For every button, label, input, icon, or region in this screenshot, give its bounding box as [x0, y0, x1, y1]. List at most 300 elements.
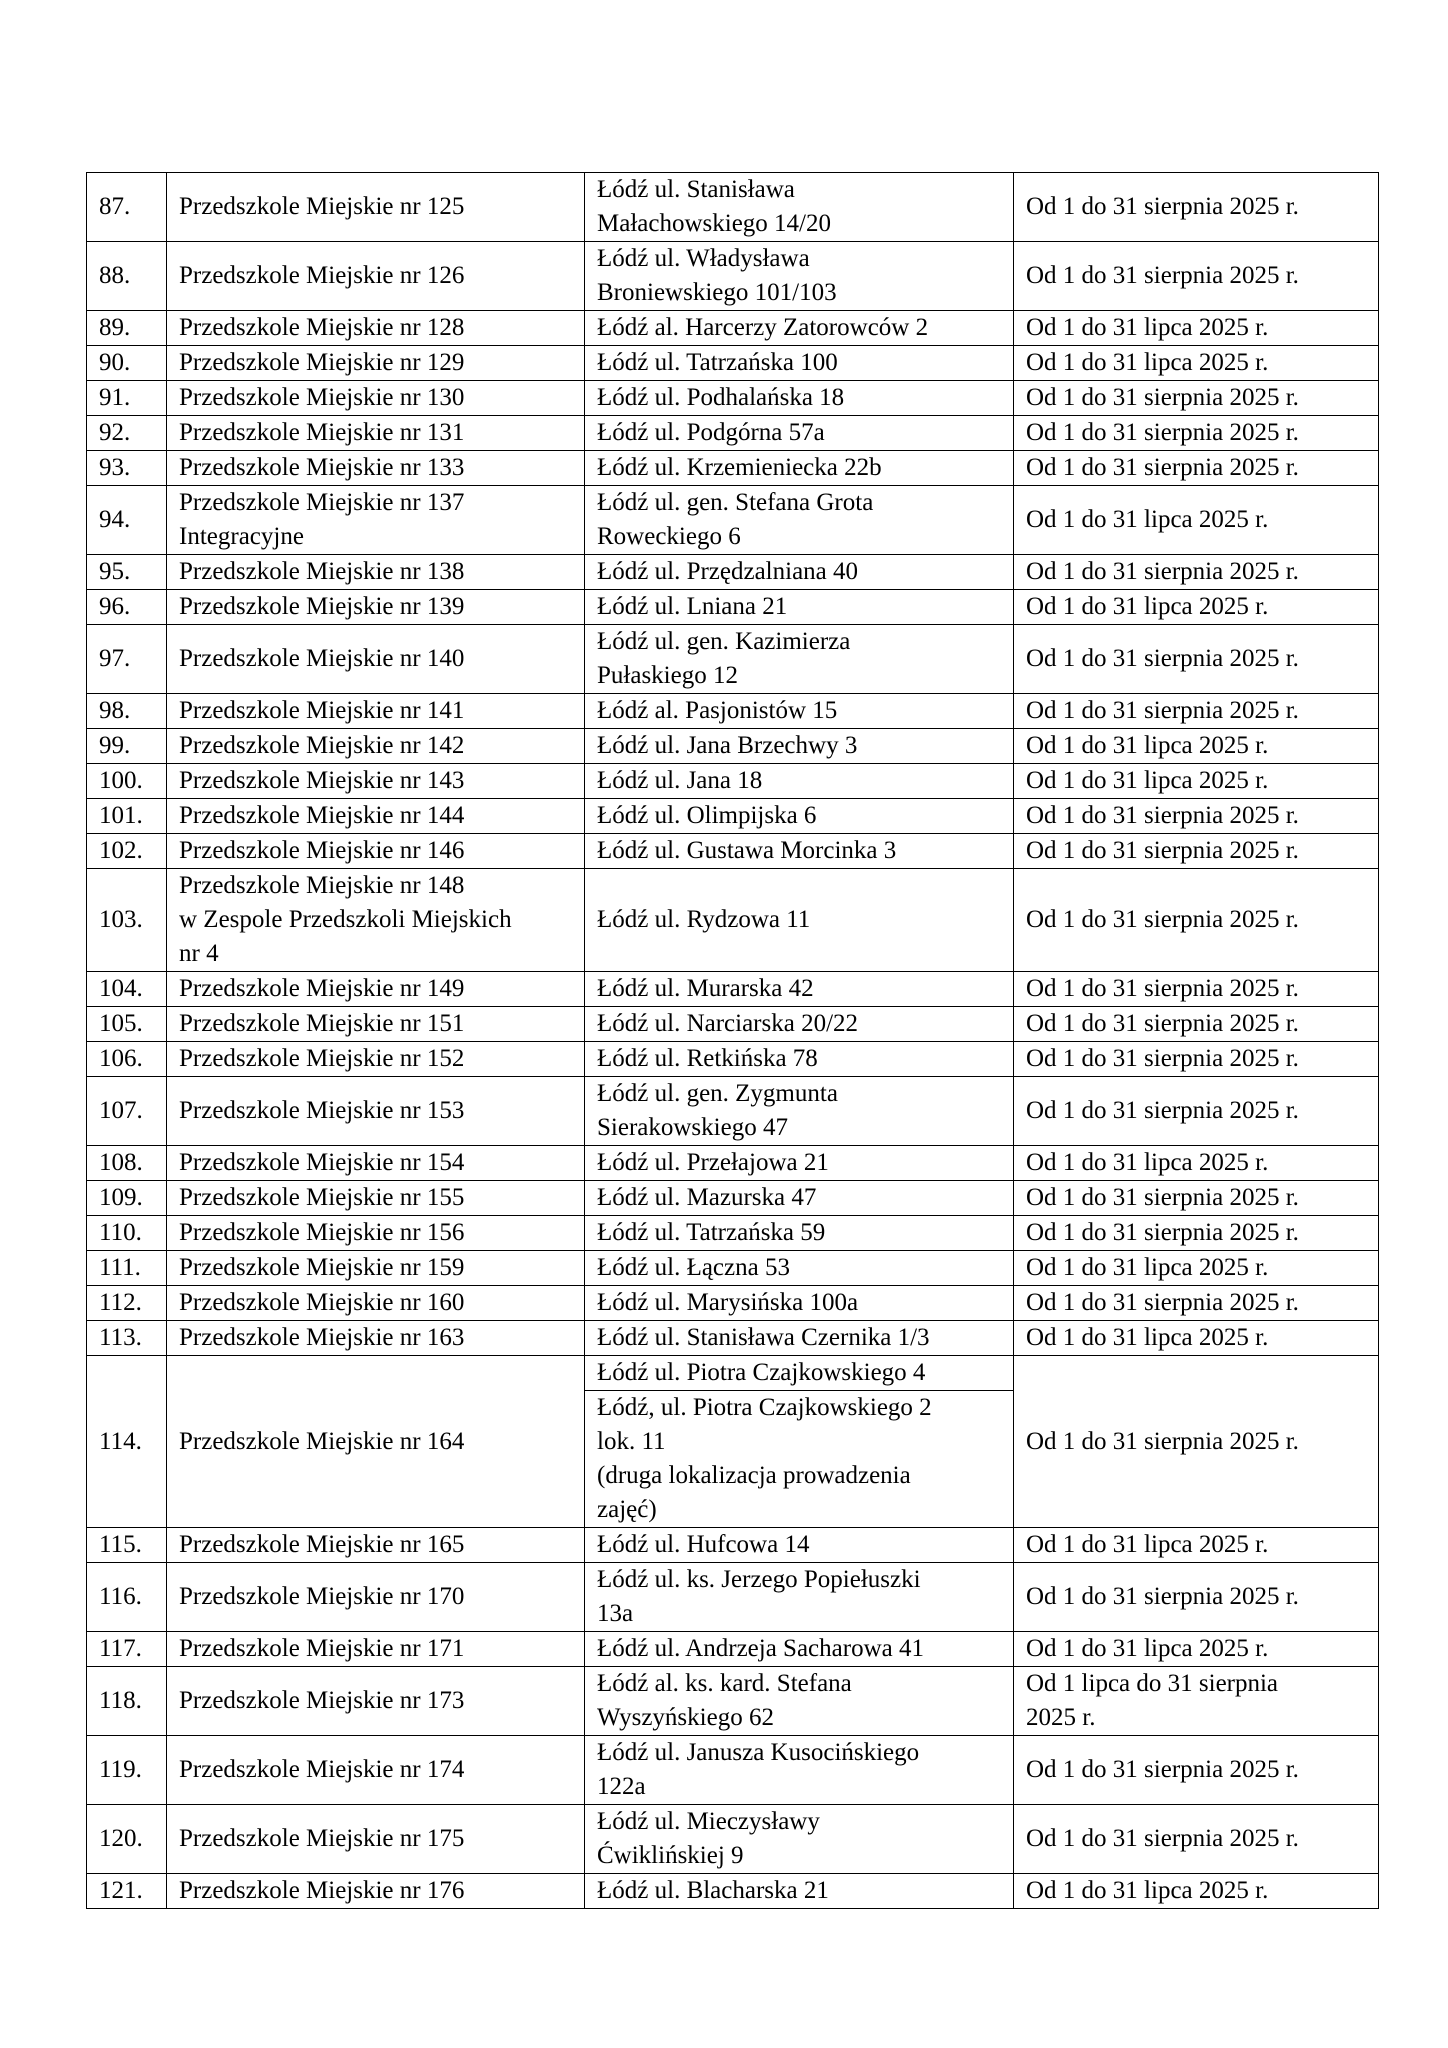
address-line: Łódź ul. Marysińska 100a — [597, 1289, 859, 1316]
kindergarten-name-line: w Zespole Przedszkoli Miejskich — [179, 906, 512, 933]
row-number: 89. — [87, 311, 167, 346]
row-number: 95. — [87, 555, 167, 590]
kindergarten-name — [167, 486, 585, 555]
address-line: Łódź ul. Jana Brzechwy 3 — [597, 732, 858, 759]
duty-period — [1014, 1563, 1379, 1632]
address — [585, 451, 1014, 486]
kindergarten-name — [167, 555, 585, 590]
duty-period-line: Od 1 do 31 sierpnia 2025 r. — [1026, 1097, 1299, 1124]
address — [585, 555, 1014, 590]
address — [585, 1667, 1014, 1736]
address — [585, 1007, 1014, 1042]
kindergarten-name-line: Przedszkole Miejskie nr 139 — [179, 593, 465, 620]
duty-period-line: Od 1 do 31 lipca 2025 r. — [1026, 506, 1269, 533]
duty-period — [1014, 346, 1379, 381]
kindergarten-name — [167, 799, 585, 834]
address-line: Łódź ul. Retkińska 78 — [597, 1045, 818, 1072]
address-line: Łódź ul. Mieczysławy — [597, 1808, 820, 1835]
kindergarten-name — [167, 834, 585, 869]
table-row — [87, 1736, 1379, 1805]
table-body — [87, 173, 1379, 1909]
kindergarten-name-line: Przedszkole Miejskie nr 126 — [179, 262, 465, 289]
address-line: Łódź ul. Janusza Kusocińskiego — [597, 1739, 920, 1766]
kindergarten-name-line: Przedszkole Miejskie nr 131 — [179, 419, 465, 446]
row-number: 105. — [87, 1007, 167, 1042]
address — [585, 764, 1014, 799]
row-number: 88. — [87, 242, 167, 311]
row-number: 93. — [87, 451, 167, 486]
kindergarten-name — [167, 590, 585, 625]
row-number: 116. — [87, 1563, 167, 1632]
duty-period-line: Od 1 do 31 sierpnia 2025 r. — [1026, 384, 1299, 411]
table-row — [87, 972, 1379, 1007]
kindergarten-name — [167, 1528, 585, 1563]
address — [585, 1736, 1014, 1805]
kindergarten-name — [167, 1356, 585, 1528]
kindergarten-name — [167, 451, 585, 486]
duty-period-line: Od 1 do 31 lipca 2025 r. — [1026, 349, 1269, 376]
kindergarten-name-line: Przedszkole Miejskie nr 133 — [179, 454, 465, 481]
row-number: 113. — [87, 1321, 167, 1356]
duty-period-line: Od 1 do 31 sierpnia 2025 r. — [1026, 454, 1299, 481]
kindergarten-name — [167, 869, 585, 972]
address-line: Łódź ul. ks. Jerzego Popiełuszki — [597, 1566, 921, 1593]
address — [585, 1528, 1014, 1563]
address-line: lok. 11 — [597, 1428, 666, 1455]
address-line: Łódź ul. Krzemieniecka 22b — [597, 454, 882, 481]
duty-period-line: Od 1 do 31 sierpnia 2025 r. — [1026, 697, 1299, 724]
kindergarten-name-line: Przedszkole Miejskie nr 165 — [179, 1531, 465, 1558]
address — [585, 486, 1014, 555]
duty-period — [1014, 486, 1379, 555]
duty-period — [1014, 1667, 1379, 1736]
duty-period-line: Od 1 do 31 sierpnia 2025 r. — [1026, 558, 1299, 585]
kindergarten-name-line: Przedszkole Miejskie nr 154 — [179, 1149, 465, 1176]
duty-period-line: Od 1 do 31 sierpnia 2025 r. — [1026, 193, 1299, 220]
kindergarten-name — [167, 1251, 585, 1286]
table-row — [87, 1146, 1379, 1181]
kindergarten-name-line: Przedszkole Miejskie nr 173 — [179, 1687, 465, 1714]
duty-period-line: Od 1 do 31 sierpnia 2025 r. — [1026, 837, 1299, 864]
kindergarten-name-line: Przedszkole Miejskie nr 152 — [179, 1045, 465, 1072]
table-row — [87, 1286, 1379, 1321]
duty-period-line: Od 1 do 31 sierpnia 2025 r. — [1026, 1289, 1299, 1316]
duty-period — [1014, 242, 1379, 311]
address-line: Łódź al. Pasjonistów 15 — [597, 697, 838, 724]
duty-period-line: Od 1 do 31 sierpnia 2025 r. — [1026, 802, 1299, 829]
row-number: 108. — [87, 1146, 167, 1181]
kindergarten-name — [167, 416, 585, 451]
kindergarten-name-line: Przedszkole Miejskie nr 151 — [179, 1010, 465, 1037]
address — [585, 972, 1014, 1007]
table-row — [87, 625, 1379, 694]
duty-period-line: Od 1 do 31 sierpnia 2025 r. — [1026, 975, 1299, 1002]
table-row — [87, 1632, 1379, 1667]
kindergarten-name-line: Przedszkole Miejskie nr 130 — [179, 384, 465, 411]
address — [585, 311, 1014, 346]
address-line: Łódź al. ks. kard. Stefana — [597, 1670, 852, 1697]
duty-period — [1014, 1042, 1379, 1077]
table-row — [87, 1874, 1379, 1909]
address-line: Łódź ul. Podhalańska 18 — [597, 384, 845, 411]
kindergarten-name-line: Przedszkole Miejskie nr 163 — [179, 1324, 465, 1351]
address-primary — [585, 1356, 1013, 1391]
table-row — [87, 555, 1379, 590]
address-line: Małachowskiego 14/20 — [597, 210, 831, 237]
duty-period — [1014, 1286, 1379, 1321]
duty-period — [1014, 1805, 1379, 1874]
table-row — [87, 311, 1379, 346]
table-row — [87, 799, 1379, 834]
address — [585, 381, 1014, 416]
address-line: Łódź ul. Gustawa Morcinka 3 — [597, 837, 897, 864]
table-row — [87, 1181, 1379, 1216]
kindergarten-name — [167, 764, 585, 799]
duty-period — [1014, 694, 1379, 729]
address-line: Łódź ul. Łączna 53 — [597, 1254, 790, 1281]
duty-period — [1014, 729, 1379, 764]
table-row — [87, 1007, 1379, 1042]
duty-period — [1014, 1736, 1379, 1805]
table-row — [87, 1042, 1379, 1077]
kindergarten-name-line: Przedszkole Miejskie nr 142 — [179, 732, 465, 759]
kindergarten-name-line: Przedszkole Miejskie nr 143 — [179, 767, 465, 794]
kindergarten-name — [167, 381, 585, 416]
address-line: Wyszyńskiego 62 — [597, 1704, 774, 1731]
address-line: Łódź ul. Przełajowa 21 — [597, 1149, 829, 1176]
row-number: 106. — [87, 1042, 167, 1077]
address-line: Broniewskiego 101/103 — [597, 279, 837, 306]
kindergarten-name — [167, 1077, 585, 1146]
kindergarten-name-line: Przedszkole Miejskie nr 170 — [179, 1583, 465, 1610]
row-number: 96. — [87, 590, 167, 625]
table-row — [87, 1077, 1379, 1146]
kindergarten-name-line: Przedszkole Miejskie nr 140 — [179, 645, 465, 672]
kindergarten-name — [167, 1321, 585, 1356]
kindergarten-name — [167, 1667, 585, 1736]
address — [585, 1321, 1014, 1356]
table-row — [87, 416, 1379, 451]
row-number: 110. — [87, 1216, 167, 1251]
address-line: Łódź ul. gen. Stefana Grota — [597, 489, 874, 516]
duty-period-line: Od 1 do 31 lipca 2025 r. — [1026, 1877, 1269, 1904]
address-line: Łódź ul. Andrzeja Sacharowa 41 — [597, 1635, 924, 1662]
address-line: Łódź ul. Olimpijska 6 — [597, 802, 817, 829]
kindergarten-name-line: Integracyjne — [179, 523, 304, 550]
duty-period — [1014, 1251, 1379, 1286]
table-row — [87, 486, 1379, 555]
row-number: 87. — [87, 173, 167, 242]
row-number: 112. — [87, 1286, 167, 1321]
duty-period-line: Od 1 do 31 sierpnia 2025 r. — [1026, 906, 1299, 933]
address — [585, 694, 1014, 729]
duty-period-line: Od 1 do 31 lipca 2025 r. — [1026, 1531, 1269, 1558]
address-line: Roweckiego 6 — [597, 523, 741, 550]
duty-period — [1014, 1632, 1379, 1667]
address-secondary — [597, 1391, 1003, 1527]
table-row — [87, 1805, 1379, 1874]
kindergarten-name-line: Przedszkole Miejskie nr 159 — [179, 1254, 465, 1281]
address-line: Łódź ul. Lniana 21 — [597, 593, 788, 620]
row-number: 94. — [87, 486, 167, 555]
table-row — [87, 1251, 1379, 1286]
address-line: Ćwiklińskiej 9 — [597, 1842, 744, 1869]
address — [585, 1563, 1014, 1632]
address-line: Łódź ul. Blacharska 21 — [597, 1877, 829, 1904]
table-row — [87, 346, 1379, 381]
row-number: 98. — [87, 694, 167, 729]
address — [585, 416, 1014, 451]
row-number: 97. — [87, 625, 167, 694]
address-line: zajęć) — [597, 1496, 657, 1523]
address-line: Łódź ul. Tatrzańska 59 — [597, 1219, 826, 1246]
duty-period-line: Od 1 do 31 lipca 2025 r. — [1026, 593, 1269, 620]
address — [585, 242, 1014, 311]
address — [585, 346, 1014, 381]
kindergarten-name — [167, 346, 585, 381]
address-line: (druga lokalizacja prowadzenia — [597, 1462, 911, 1489]
row-number: 102. — [87, 834, 167, 869]
address — [585, 625, 1014, 694]
row-number: 101. — [87, 799, 167, 834]
kindergarten-name — [167, 1563, 585, 1632]
row-number: 107. — [87, 1077, 167, 1146]
row-number: 109. — [87, 1181, 167, 1216]
duty-period-line: Od 1 do 31 sierpnia 2025 r. — [1026, 1045, 1299, 1072]
duty-period — [1014, 1356, 1379, 1528]
table-row — [87, 1216, 1379, 1251]
duty-period — [1014, 173, 1379, 242]
address-line: Łódź ul. Murarska 42 — [597, 975, 814, 1002]
table-row — [87, 242, 1379, 311]
table-row — [87, 590, 1379, 625]
table-row — [87, 451, 1379, 486]
address — [585, 729, 1014, 764]
address-line: Łódź ul. gen. Zygmunta — [597, 1080, 838, 1107]
kindergarten-name — [167, 1216, 585, 1251]
row-number: 92. — [87, 416, 167, 451]
kindergarten-name — [167, 1007, 585, 1042]
address-line: Pułaskiego 12 — [597, 662, 738, 689]
duty-period — [1014, 1007, 1379, 1042]
duty-period-line: Od 1 do 31 lipca 2025 r. — [1026, 732, 1269, 759]
duty-period-line: Od 1 do 31 sierpnia 2025 r. — [1026, 1010, 1299, 1037]
kindergarten-name — [167, 1286, 585, 1321]
table-row — [87, 173, 1379, 242]
address-line: Łódź ul. Jana 18 — [597, 767, 763, 794]
kindergarten-name-line: Przedszkole Miejskie nr 160 — [179, 1289, 465, 1316]
kindergarten-name — [167, 625, 585, 694]
row-number: 99. — [87, 729, 167, 764]
duty-period — [1014, 1146, 1379, 1181]
kindergarten-name — [167, 1146, 585, 1181]
duty-period — [1014, 451, 1379, 486]
row-number: 115. — [87, 1528, 167, 1563]
address — [585, 869, 1014, 972]
kindergarten-name-line: Przedszkole Miejskie nr 129 — [179, 349, 465, 376]
kindergarten-name — [167, 972, 585, 1007]
kindergarten-name-line: Przedszkole Miejskie nr 171 — [179, 1635, 465, 1662]
row-number: 117. — [87, 1632, 167, 1667]
table-row — [87, 834, 1379, 869]
address — [585, 1356, 1014, 1528]
kindergarten-name — [167, 1874, 585, 1909]
duty-period — [1014, 1216, 1379, 1251]
duty-period-line: Od 1 do 31 sierpnia 2025 r. — [1026, 1219, 1299, 1246]
duty-period — [1014, 1181, 1379, 1216]
duty-period-line: Od 1 do 31 lipca 2025 r. — [1026, 1635, 1269, 1662]
duty-period — [1014, 834, 1379, 869]
row-number: 121. — [87, 1874, 167, 1909]
duty-period — [1014, 1874, 1379, 1909]
duty-period — [1014, 1077, 1379, 1146]
row-number: 103. — [87, 869, 167, 972]
address-line: Łódź ul. Rydzowa 11 — [597, 906, 811, 933]
kindergarten-name-line: Przedszkole Miejskie nr 141 — [179, 697, 465, 724]
row-number: 100. — [87, 764, 167, 799]
address-line: Łódź ul. Podgórna 57a — [597, 419, 825, 446]
kindergarten-name-line: Przedszkole Miejskie nr 144 — [179, 802, 465, 829]
kindergarten-table — [86, 172, 1379, 1909]
address — [585, 1181, 1014, 1216]
duty-period — [1014, 625, 1379, 694]
table-row — [87, 729, 1379, 764]
address-line: Łódź ul. Mazurska 47 — [597, 1184, 817, 1211]
kindergarten-name — [167, 1042, 585, 1077]
kindergarten-name-line: Przedszkole Miejskie nr 176 — [179, 1877, 465, 1904]
address-line: Łódź ul. gen. Kazimierza — [597, 628, 851, 655]
kindergarten-name-line: Przedszkole Miejskie nr 149 — [179, 975, 465, 1002]
address-line: Łódź ul. Hufcowa 14 — [597, 1531, 810, 1558]
duty-period-line: Od 1 lipca do 31 sierpnia — [1026, 1670, 1279, 1697]
duty-period-line: Od 1 do 31 sierpnia 2025 r. — [1026, 645, 1299, 672]
duty-period-line: Od 1 do 31 sierpnia 2025 r. — [1026, 1756, 1299, 1783]
duty-period-line: Od 1 do 31 lipca 2025 r. — [1026, 1324, 1269, 1351]
address-line: 13a — [597, 1600, 634, 1627]
table-row — [87, 1563, 1379, 1632]
address — [585, 173, 1014, 242]
duty-period — [1014, 311, 1379, 346]
address — [585, 1286, 1014, 1321]
duty-period-line: Od 1 do 31 sierpnia 2025 r. — [1026, 1583, 1299, 1610]
kindergarten-name-line: Przedszkole Miejskie nr 128 — [179, 314, 465, 341]
kindergarten-name — [167, 173, 585, 242]
duty-period — [1014, 416, 1379, 451]
kindergarten-name-line: Przedszkole Miejskie nr 137 — [179, 489, 465, 516]
duty-period — [1014, 799, 1379, 834]
table-row — [87, 1667, 1379, 1736]
address — [585, 1251, 1014, 1286]
duty-period — [1014, 869, 1379, 972]
row-number: 91. — [87, 381, 167, 416]
kindergarten-name — [167, 242, 585, 311]
kindergarten-name-line: Przedszkole Miejskie nr 148 — [179, 872, 465, 899]
address-line: Łódź ul. Stanisława Czernika 1/3 — [597, 1324, 930, 1351]
address-line: Łódź ul. Władysława — [597, 245, 810, 272]
kindergarten-name — [167, 1736, 585, 1805]
duty-period-line: Od 1 do 31 sierpnia 2025 r. — [1026, 1184, 1299, 1211]
duty-period — [1014, 381, 1379, 416]
duty-period-line: 2025 r. — [1026, 1704, 1096, 1731]
address — [585, 1874, 1014, 1909]
kindergarten-name-line: nr 4 — [179, 940, 219, 967]
table-row — [87, 694, 1379, 729]
duty-period-line: Od 1 do 31 lipca 2025 r. — [1026, 767, 1269, 794]
kindergarten-name-line: Przedszkole Miejskie nr 175 — [179, 1825, 465, 1852]
kindergarten-name — [167, 1181, 585, 1216]
table-row — [87, 381, 1379, 416]
address-line: Łódź ul. Stanisława — [597, 176, 795, 203]
duty-period-line: Od 1 do 31 lipca 2025 r. — [1026, 1254, 1269, 1281]
duty-period-line: Od 1 do 31 sierpnia 2025 r. — [1026, 1427, 1299, 1455]
address-line: Sierakowskiego 47 — [597, 1114, 788, 1141]
row-number: 114. — [87, 1356, 167, 1528]
table-row — [87, 1356, 1379, 1528]
row-number: 111. — [87, 1251, 167, 1286]
address-line: Łódź al. Harcerzy Zatorowców 2 — [597, 314, 929, 341]
row-number: 119. — [87, 1736, 167, 1805]
row-number: 104. — [87, 972, 167, 1007]
duty-period — [1014, 972, 1379, 1007]
address — [585, 1042, 1014, 1077]
row-number: 90. — [87, 346, 167, 381]
address-line: Łódź ul. Piotra Czajkowskiego 4 — [597, 1359, 926, 1386]
table-row — [87, 1528, 1379, 1563]
duty-period-line: Od 1 do 31 sierpnia 2025 r. — [1026, 262, 1299, 289]
address — [585, 834, 1014, 869]
kindergarten-name-line: Przedszkole Miejskie nr 156 — [179, 1219, 465, 1246]
kindergarten-name — [167, 694, 585, 729]
kindergarten-name-line: Przedszkole Miejskie nr 146 — [179, 837, 465, 864]
address-line: Łódź ul. Tatrzańska 100 — [597, 349, 838, 376]
row-number: 120. — [87, 1805, 167, 1874]
address — [585, 799, 1014, 834]
duty-period — [1014, 1528, 1379, 1563]
duty-period-line: Od 1 do 31 sierpnia 2025 r. — [1026, 419, 1299, 446]
duty-period — [1014, 590, 1379, 625]
duty-period — [1014, 555, 1379, 590]
address — [585, 1805, 1014, 1874]
address — [585, 1632, 1014, 1667]
address — [585, 590, 1014, 625]
kindergarten-name-line: Przedszkole Miejskie nr 164 — [179, 1427, 465, 1455]
address-line: 122a — [597, 1773, 646, 1800]
table-row — [87, 869, 1379, 972]
address — [585, 1077, 1014, 1146]
table-row — [87, 764, 1379, 799]
kindergarten-name — [167, 1805, 585, 1874]
address — [585, 1216, 1014, 1251]
duty-period — [1014, 764, 1379, 799]
duty-period-line: Od 1 do 31 lipca 2025 r. — [1026, 314, 1269, 341]
duty-period-line: Od 1 do 31 sierpnia 2025 r. — [1026, 1825, 1299, 1852]
duty-period — [1014, 1321, 1379, 1356]
kindergarten-name-line: Przedszkole Miejskie nr 153 — [179, 1097, 465, 1124]
address — [585, 1146, 1014, 1181]
address-line: Łódź ul. Narciarska 20/22 — [597, 1010, 859, 1037]
kindergarten-name-line: Przedszkole Miejskie nr 125 — [179, 193, 465, 220]
row-number: 118. — [87, 1667, 167, 1736]
address-line: Łódź ul. Przędzalniana 40 — [597, 558, 859, 585]
kindergarten-name — [167, 729, 585, 764]
table-row — [87, 1321, 1379, 1356]
kindergarten-name-line: Przedszkole Miejskie nr 138 — [179, 558, 465, 585]
kindergarten-name-line: Przedszkole Miejskie nr 174 — [179, 1756, 465, 1783]
kindergarten-name — [167, 1632, 585, 1667]
kindergarten-name — [167, 311, 585, 346]
address-line: Łódź, ul. Piotra Czajkowskiego 2 — [597, 1394, 932, 1421]
kindergarten-name-line: Przedszkole Miejskie nr 155 — [179, 1184, 465, 1211]
